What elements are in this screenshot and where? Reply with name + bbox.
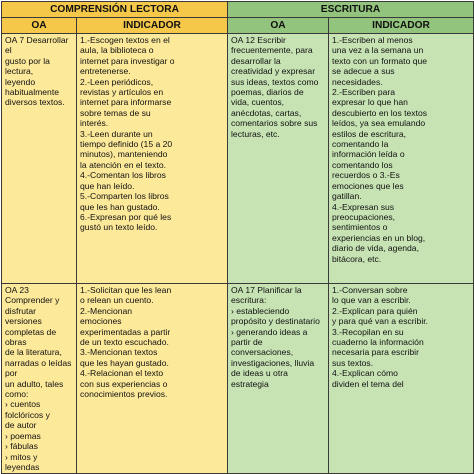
cell-text-line: que les hayan gustado.: [80, 357, 169, 368]
cell-text-line: información leída o: [332, 149, 405, 160]
cell-text-line: gustó un texto leído.: [80, 222, 158, 233]
cell-text-line: disfrutar versiones: [5, 305, 42, 327]
oa-cell-escritura: [228, 284, 329, 474]
cell-text-line: tiempo definido (15 a 20: [80, 139, 173, 150]
cell-text-line: conocimientos previos.: [80, 389, 168, 400]
cell-text-line: › mitos y leyendas: [5, 451, 40, 472]
oa-cell-comprension: [2, 284, 77, 474]
cell-text-line: leyendo: [5, 76, 36, 87]
cell-text-line: experimentadas a partir: [80, 326, 171, 337]
cell-text-line: › poemas: [5, 430, 41, 441]
cell-text-line: gatillan.: [332, 191, 362, 202]
oa-cell-escritura: [228, 34, 329, 284]
cell-text-line: 5.-Comparten los libros: [80, 191, 169, 202]
cell-text-line: expresar lo que han: [332, 97, 408, 108]
cell-text-line: vida, cuentos,: [231, 97, 285, 108]
cell-text-line: diversos textos.: [5, 97, 65, 108]
cell-text-line: 2.-Leen periódicos,: [80, 76, 154, 87]
cell-text-line: bitácora, etc.: [332, 253, 382, 264]
cell-text-line: › generando ideas a: [231, 326, 308, 337]
cell-text-line: de un texto escuchado.: [80, 337, 169, 348]
cell-text-line: 6.-Expresan por qué les: [80, 211, 172, 222]
cell-text-line: de la literatura,: [5, 347, 62, 358]
cell-text-line: anécdotas, cartas,: [231, 107, 302, 118]
cell-text-line: emociones que les: [332, 180, 404, 191]
cell-text-line: 4.-Expresan sus: [332, 201, 395, 212]
cell-text-line: sobre temas de su: [80, 107, 151, 118]
cell-text-line: preocupaciones,: [332, 211, 396, 222]
cell-text-line: 2.-Mencionan: [80, 305, 133, 316]
cell-text-line: › cuentos folclóricos y: [5, 399, 50, 420]
cell-text-line: minutos), manteniendo: [80, 149, 168, 160]
cell-text-line: 4.-Comentan los libros: [80, 170, 166, 181]
cell-text-line: texto con un formato que: [332, 55, 428, 66]
cell-text-line: leídos, ya sea emulando: [332, 118, 426, 129]
cell-text-line: estrategia: [231, 378, 269, 389]
cell-text-line: necesidades.: [332, 76, 383, 87]
cell-text-line: propósito y destinatario: [231, 316, 320, 327]
cell-text-line: investigaciones, lluvia: [231, 357, 315, 368]
cell-text-line: cuaderno la información: [332, 337, 424, 348]
cell-text-line: 3.-Mencionan textos: [80, 347, 158, 358]
cell-text-line: escritura:: [231, 295, 267, 306]
column-header-oa-escritura: OA: [228, 18, 329, 34]
oa-cell-comprension: [2, 34, 77, 284]
planning-table: [1, 1, 474, 474]
cell-text-line: 1.-Conversan sobre: [332, 285, 408, 295]
table-row: [2, 34, 474, 284]
cell-text-line: sus ideas, textos como: [231, 76, 319, 87]
cell-text-line: 1.-Solicitan que les lean: [80, 285, 172, 295]
cell-text-line: la atención en el texto.: [80, 159, 166, 170]
cell-text-line: sentimientos o: [332, 222, 388, 233]
header-row-columns: [2, 18, 474, 34]
cell-text-line: y para qué van a escribir.: [332, 316, 429, 327]
cell-text-line: descubierto en los textos: [332, 107, 428, 118]
cell-text-line: 4.-Explican cómo: [332, 368, 398, 379]
cell-text-line: poemas, diarios de: [231, 87, 304, 98]
column-header-indicador-escritura: INDICADOR: [329, 18, 474, 34]
cell-text-line: 1.-Escogen textos en el: [80, 35, 170, 45]
cell-text-line: revistas y artículos en: [80, 87, 164, 98]
indicator-cell-escritura: [329, 284, 474, 474]
cell-text-line: gusto por la lectura,: [5, 55, 50, 77]
cell-text-line: partir de: [231, 337, 263, 348]
cell-text-line: sus textos.: [332, 357, 374, 368]
cell-text-line: una vez a la semana un: [332, 45, 424, 56]
cell-text-line: que les han gustado.: [80, 201, 160, 212]
cell-text-line: se adecue a sus: [332, 66, 395, 77]
cell-text-line: estilos de escritura,: [332, 128, 407, 139]
cell-text-line: 2.-Escriben para: [332, 87, 396, 98]
cell-text-line: un adulto, tales como:: [5, 378, 64, 400]
cell-text-line: 3.-Leen durante un: [80, 128, 153, 139]
cell-text-line: conversaciones,: [231, 347, 294, 358]
cell-text-line: habitualmente: [5, 87, 59, 98]
cell-text-line: que han leído.: [80, 180, 135, 191]
cell-text-line: necesaria para escribir: [332, 347, 419, 358]
cell-text-line: OA 23 Comprender y: [5, 285, 60, 306]
cell-text-line: 4.-Relacionan el texto: [80, 368, 164, 379]
section-header-escritura: ESCRITURA: [228, 2, 474, 18]
cell-text-line: dividen el tema del: [332, 378, 404, 389]
cell-text-line: interés.: [80, 118, 109, 129]
indicator-cell-comprension: [77, 284, 228, 474]
cell-text-line: entretenerse.: [80, 66, 131, 77]
cell-text-line: creatividad y expresar: [231, 66, 316, 77]
cell-text-line: internet para informarse: [80, 97, 172, 108]
cell-text-line: › fábulas: [5, 441, 38, 452]
cell-text-line: de ideas u otra: [231, 368, 288, 379]
indicator-cell-escritura: [329, 34, 474, 284]
cell-text-line: con sus experiencias o: [80, 378, 168, 389]
cell-text-line: comentando la: [332, 139, 389, 150]
cell-text-line: narradas o leídas por: [5, 357, 72, 379]
table-row: [2, 284, 474, 474]
cell-text-line: 1.-Escriben al menos: [332, 35, 413, 45]
cell-text-line: de autor: [5, 420, 37, 431]
cell-text-line: frecuentemente, para: [231, 45, 313, 56]
cell-text-line: lecturas, etc.: [231, 128, 280, 139]
cell-text-line: lo que van a escribir.: [332, 295, 411, 306]
indicator-cell-comprension: [77, 34, 228, 284]
cell-text-line: OA 7 Desarrollar el: [5, 35, 69, 56]
cell-text-line: internet para investigar o: [80, 55, 175, 66]
cell-text-line: desarrollar la: [231, 55, 281, 66]
column-header-oa-comprension: OA: [2, 18, 77, 34]
cell-text-line: 3.-Recopilan en su: [332, 326, 404, 337]
cell-text-line: comentarios sobre sus: [231, 118, 318, 129]
cell-text-line: › estableciendo: [231, 305, 290, 316]
column-header-indicador-comprension: INDICADOR: [77, 18, 228, 34]
cell-text-line: comentando los: [332, 159, 393, 170]
cell-text-line: diario de vida, agenda,: [332, 243, 419, 254]
cell-text-line: aula, la biblioteca o: [80, 45, 154, 56]
section-header-comprension: COMPRENSIÓN LECTORA: [2, 2, 228, 18]
cell-text-line: o relean un cuento.: [80, 295, 154, 306]
cell-text-line: OA 17 Planificar la: [231, 285, 302, 295]
cell-text-line: OA 12 Escribir: [231, 35, 286, 45]
cell-text-line: emociones: [80, 316, 122, 327]
cell-text-line: 2.-Explican para quién: [332, 305, 418, 316]
cell-text-line: completas de obras: [5, 326, 57, 348]
cell-text-line: experiencias en un blog,: [332, 232, 426, 243]
cell-text-line: recuerdos o 3.-Es: [332, 170, 400, 181]
header-row-sections: [2, 2, 474, 18]
